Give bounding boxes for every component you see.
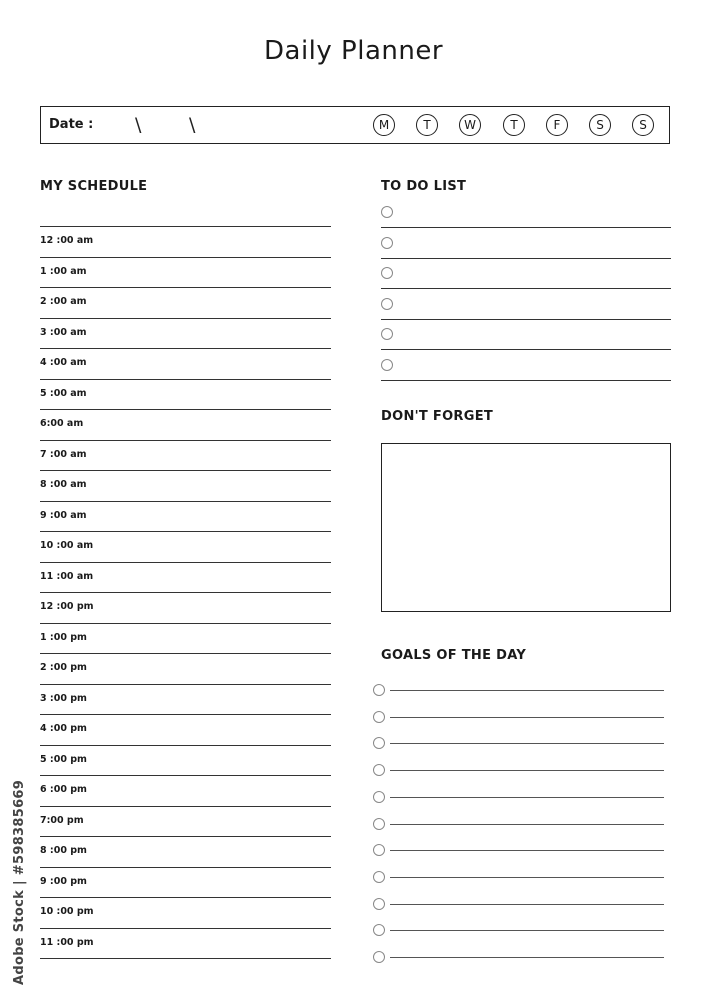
schedule-time: 8 :00 am (40, 479, 87, 490)
goal-checkbox[interactable] (373, 844, 385, 856)
todo-checkbox[interactable] (381, 328, 393, 340)
schedule-time: 9 :00 pm (40, 875, 87, 887)
goal-checkbox[interactable] (373, 871, 385, 883)
schedule-time: 5 :00 am (40, 387, 87, 399)
schedule-line[interactable] (40, 684, 331, 685)
weekday-sunday[interactable]: S (632, 114, 654, 136)
schedule-time: 3 :00 am (40, 326, 87, 338)
schedule-time: 4 :00 pm (40, 723, 87, 734)
goal-line[interactable] (390, 824, 664, 825)
goal-line[interactable] (390, 930, 664, 931)
weekday-thursday[interactable]: T (503, 114, 525, 136)
schedule-line[interactable] (40, 806, 331, 807)
schedule-line[interactable] (40, 745, 331, 746)
schedule-line[interactable] (40, 379, 331, 380)
goal-checkbox[interactable] (373, 737, 385, 749)
schedule-time: 2 :00 am (40, 296, 87, 307)
date-separator: \ (189, 114, 196, 136)
schedule-line[interactable] (40, 928, 331, 929)
goal-line[interactable] (390, 904, 664, 905)
todo-checkbox[interactable] (381, 298, 393, 310)
schedule-time: 7 :00 am (40, 448, 87, 460)
schedule-line[interactable] (40, 531, 331, 532)
schedule-time: 7:00 pm (40, 814, 84, 826)
schedule-time: 12 :00 pm (40, 601, 94, 612)
date-label: Date : (49, 117, 94, 132)
goal-line[interactable] (390, 690, 664, 691)
todo-heading: TO DO LIST (381, 179, 467, 194)
todo-line[interactable] (381, 258, 671, 259)
watermark-text: Adobe Stock | #598385669 (12, 779, 27, 985)
schedule-time: 8 :00 pm (40, 845, 87, 856)
todo-line[interactable] (381, 319, 671, 320)
goal-line[interactable] (390, 957, 664, 958)
schedule-line[interactable] (40, 562, 331, 563)
schedule-line[interactable] (40, 592, 331, 593)
goal-checkbox[interactable] (373, 791, 385, 803)
goal-checkbox[interactable] (373, 924, 385, 936)
schedule-time: 6:00 am (40, 418, 84, 429)
todo-line[interactable] (381, 380, 671, 381)
schedule-line[interactable] (40, 348, 331, 349)
goal-checkbox[interactable] (373, 684, 385, 696)
schedule-time: 3 :00 pm (40, 692, 87, 704)
goal-checkbox[interactable] (373, 711, 385, 723)
schedule-line[interactable] (40, 623, 331, 624)
goals-heading: GOALS OF THE DAY (381, 648, 527, 663)
schedule-line[interactable] (40, 653, 331, 654)
todo-line[interactable] (381, 288, 671, 289)
schedule-time: 1 :00 pm (40, 631, 87, 643)
schedule-line[interactable] (40, 440, 331, 441)
schedule-line[interactable] (40, 775, 331, 776)
date-row (40, 106, 670, 144)
weekday-wednesday[interactable]: W (459, 114, 481, 136)
todo-checkbox[interactable] (381, 206, 393, 218)
schedule-line[interactable] (40, 501, 331, 502)
weekday-monday[interactable]: M (373, 114, 395, 136)
schedule-heading: MY SCHEDULE (40, 179, 148, 194)
schedule-time: 11 :00 am (40, 570, 94, 582)
schedule-time: 1 :00 am (40, 265, 87, 277)
schedule-time: 10 :00 pm (40, 906, 94, 917)
todo-line[interactable] (381, 227, 671, 228)
schedule-line[interactable] (40, 867, 331, 868)
schedule-time: 4 :00 am (40, 357, 87, 368)
schedule-time: 10 :00 am (40, 540, 94, 551)
todo-checkbox[interactable] (381, 359, 393, 371)
schedule-line[interactable] (40, 958, 331, 959)
page-title: Daily Planner (263, 36, 444, 66)
goal-line[interactable] (390, 743, 664, 744)
weekday-friday[interactable]: F (546, 114, 568, 136)
schedule-time: 9 :00 am (40, 509, 87, 521)
goal-line[interactable] (390, 877, 664, 878)
schedule-line[interactable] (40, 257, 331, 258)
schedule-time: 6 :00 pm (40, 784, 87, 795)
todo-checkbox[interactable] (381, 267, 393, 279)
dont-forget-heading: DON'T FORGET (381, 409, 494, 424)
goal-checkbox[interactable] (373, 898, 385, 910)
schedule-time: 11 :00 pm (40, 936, 94, 948)
schedule-time: 5 :00 pm (40, 753, 87, 765)
goal-checkbox[interactable] (373, 951, 385, 963)
goal-line[interactable] (390, 717, 664, 718)
schedule-line[interactable] (40, 470, 331, 471)
schedule-time: 2 :00 pm (40, 662, 87, 673)
schedule-line[interactable] (40, 714, 331, 715)
schedule-line[interactable] (40, 287, 331, 288)
dont-forget-box[interactable] (381, 443, 671, 612)
todo-line[interactable] (381, 349, 671, 350)
weekday-saturday[interactable]: S (589, 114, 611, 136)
schedule-line[interactable] (40, 409, 331, 410)
schedule-line[interactable] (40, 836, 331, 837)
todo-checkbox[interactable] (381, 237, 393, 249)
schedule-line[interactable] (40, 318, 331, 319)
schedule-line[interactable] (40, 226, 331, 227)
goal-checkbox[interactable] (373, 818, 385, 830)
goal-line[interactable] (390, 850, 664, 851)
goal-line[interactable] (390, 770, 664, 771)
goal-checkbox[interactable] (373, 764, 385, 776)
schedule-time: 12 :00 am (40, 235, 94, 246)
goal-line[interactable] (390, 797, 664, 798)
weekday-tuesday[interactable]: T (416, 114, 438, 136)
schedule-line[interactable] (40, 897, 331, 898)
date-separator: \ (135, 114, 142, 136)
